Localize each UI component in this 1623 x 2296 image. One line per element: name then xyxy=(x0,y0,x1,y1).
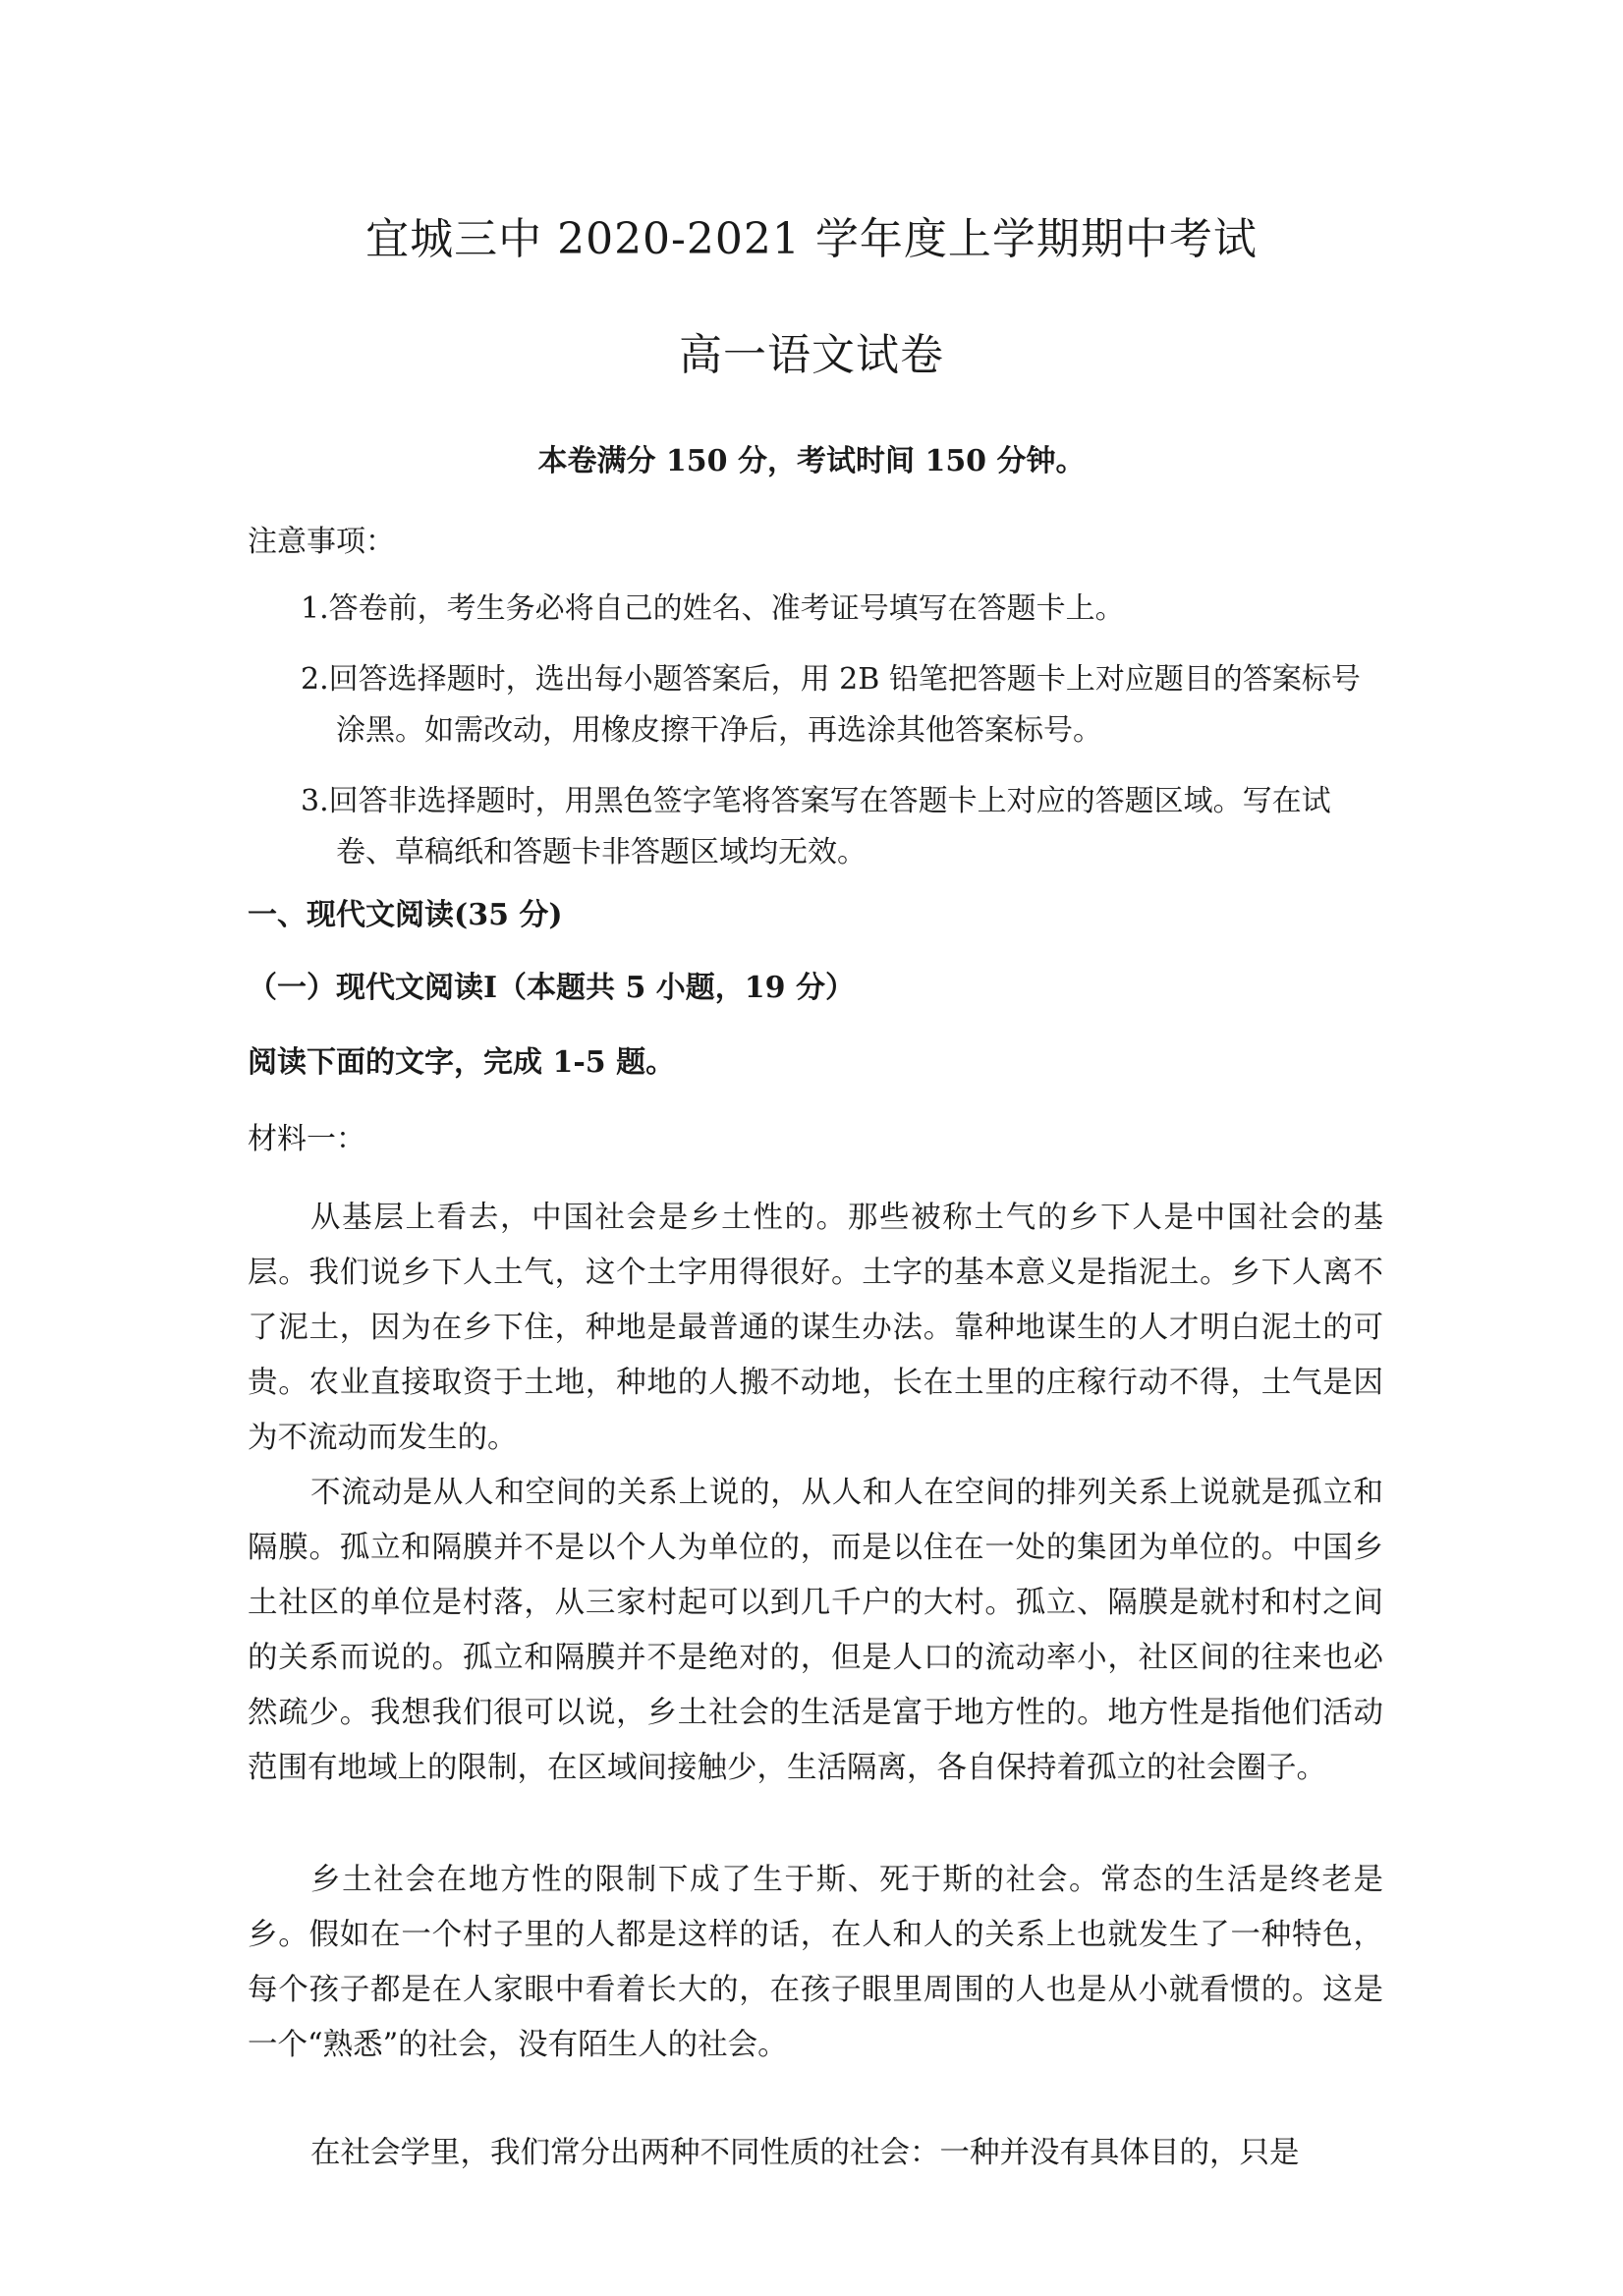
section-heading: 一、现代文阅读(35 分) xyxy=(248,898,563,932)
reading-instruction: 阅读下面的文字，完成 1-5 题。 xyxy=(248,1045,676,1080)
notice-item: 1.答卷前，考生务必将自己的姓名、准考证号填写在答题卡上。 xyxy=(301,591,1125,626)
exam-title: 宜城三中 2020-2021 学年度上学期期中考试 xyxy=(365,214,1258,264)
material-paragraph: 在社会学里，我们常分出两种不同性质的社会：一种并没有具体目的，只是 xyxy=(310,2136,1300,2170)
material-label: 材料一： xyxy=(248,1122,365,1156)
exam-info: 本卷满分 150 分，考试时间 150 分钟。 xyxy=(537,444,1086,478)
exam-subtitle: 高一语文试卷 xyxy=(679,330,944,380)
material-paragraph: 乡土社会在地方性的限制下成了生于斯、死于斯的社会。常态的生活是终老是乡。假如在一个村子里的人都是这样的话，在人和人的关系上也就发生了一种特色，每个孩子都是在人家眼中看着长大的，在孩子眼里周围的人也是从小就看惯的。这是一个“熟悉”的社会，没有陌生人的社会。 xyxy=(248,1863,1383,2062)
notice-item: 2.回答选择题时，选出每小题答案后，用 2B 铅笔把答题卡上对应题目的答案标号涂黑。如需改动，用橡皮擦干净后，再选涂其他答案标号。 xyxy=(301,662,1361,748)
notice-list xyxy=(301,584,1383,898)
subsection-heading: （一）现代文阅读Ⅰ（本题共 5 小题，19 分） xyxy=(248,971,855,1005)
material-paragraph: 从基层上看去，中国社会是乡土性的。那些被称土气的乡下人是中国社会的基层。我们说乡下人土气，这个土字用得很好。土字的基本意义是指泥土。乡下人离不了泥土，因为在乡下住，种地是最普通的谋生办法。靠种地谋生的人才明白泥土的可贵。农业直接取资于土地，种地的人搬不动地，长在土里的庄稼行动不得，土气是因为不流动而发生的。 xyxy=(248,1201,1383,1455)
notice-heading: 注意事项： xyxy=(248,525,395,559)
material-paragraph: 不流动是从人和空间的关系上说的，从人和人在空间的排列关系上说就是孤立和隔膜。孤立和隔膜并不是以个人为单位的，而是以住在一处的集团为单位的。中国乡土社区的单位是村落，从三家村起可以到几千户的大村。孤立、隔膜是就村和村之间的关系而说的。孤立和隔膜并不是绝对的，但是人口的流动率小，社区间的往来也必然疏少。我想我们很可以说，乡土社会的生活是富于地方性的。地方性是指他们活动范围有地域上的限制，在区域间接触少，生活隔离，各自保持着孤立的社会圈子。 xyxy=(248,1476,1383,1785)
notice-item: 3.回答非选择题时，用黑色签字笔将答案写在答题卡上对应的答题区域。写在试卷、草稿纸和答题卡非答题区域均无效。 xyxy=(301,784,1331,869)
